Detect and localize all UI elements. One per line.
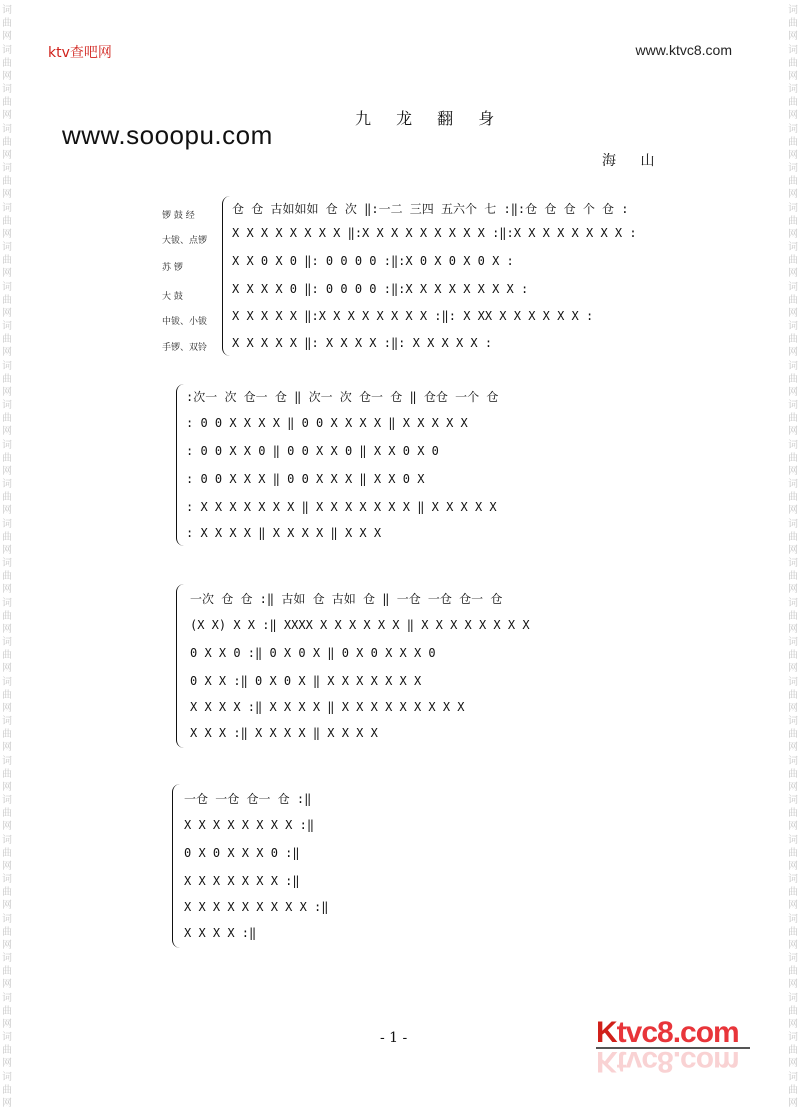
side-watermark-char: 曲: [788, 176, 798, 187]
score-row: X X X X :‖ X X X X ‖ X X X X X X X X X: [190, 700, 465, 714]
side-watermark-char: 网: [788, 979, 798, 990]
side-watermark-char: 曲: [788, 413, 798, 424]
side-watermark-char: 词: [788, 716, 798, 727]
side-watermark-char: 词: [2, 242, 12, 253]
side-watermark-group: [2, 439, 18, 479]
side-watermark-char: 网: [2, 307, 12, 319]
side-watermark-char: 曲: [788, 452, 798, 464]
side-watermark-group: [782, 320, 798, 360]
side-watermark-char: 曲: [2, 215, 12, 227]
side-watermark-group: [782, 202, 798, 242]
side-watermark-char: 网: [2, 979, 12, 990]
side-watermark-char: 网: [2, 781, 12, 793]
side-watermark-char: 网: [788, 702, 798, 714]
score-row: X X X X X X X X ‖:X X X X X X X X X :‖:X X X X X X X X :: [232, 226, 637, 240]
score-row: : 0 0 X X 0 ‖ 0 0 X X 0 ‖ X X 0 X 0: [186, 444, 439, 458]
side-watermark-char: 曲: [2, 373, 12, 385]
side-watermark-group: [2, 1071, 18, 1110]
side-watermark-char: 网: [788, 426, 798, 437]
side-watermark-group: [782, 952, 798, 992]
side-watermark-group: [782, 241, 798, 281]
side-watermark-group: [2, 123, 18, 163]
side-watermark-char: 词: [2, 400, 12, 411]
side-watermark-char: 词: [2, 834, 12, 846]
side-watermark-char: 词: [788, 44, 798, 56]
side-watermark-char: 曲: [2, 294, 12, 306]
side-watermark-char: 网: [2, 426, 12, 437]
side-watermark-char: 网: [2, 939, 12, 951]
side-watermark-char: 曲: [2, 452, 12, 464]
side-watermark-char: 网: [788, 228, 798, 240]
side-watermark-char: 曲: [2, 571, 12, 582]
side-watermark-char: 词: [788, 321, 798, 332]
side-watermark-char: 网: [2, 268, 12, 279]
side-watermark-char: 词: [2, 123, 12, 135]
side-watermark-group: [782, 715, 798, 755]
side-watermark-group: [2, 4, 18, 44]
side-watermark-char: 曲: [2, 334, 12, 345]
side-watermark-char: 曲: [788, 610, 798, 622]
side-watermark-char: 词: [788, 992, 798, 1004]
score-row: X X X X X ‖: X X X X :‖: X X X X X :: [232, 336, 493, 350]
side-watermark-char: 词: [2, 163, 12, 174]
side-watermark-group: [782, 83, 798, 123]
side-watermark-char: 曲: [788, 847, 798, 859]
score-system-1: [222, 196, 662, 356]
side-watermark-group: [2, 1031, 18, 1071]
side-watermark-char: 网: [788, 31, 798, 42]
side-watermark-char: 网: [2, 347, 12, 358]
side-watermark-group: [2, 241, 18, 281]
side-watermark-char: 曲: [788, 650, 798, 661]
score-row: X X X X X X X X :‖: [184, 818, 315, 832]
side-watermark-group: [2, 952, 18, 992]
side-watermark-char: 词: [788, 755, 798, 767]
side-watermark-char: 网: [788, 307, 798, 319]
side-watermark-char: 词: [788, 163, 798, 174]
side-watermark-group: [2, 715, 18, 755]
side-watermark-group: [2, 320, 18, 360]
side-watermark-char: 曲: [2, 768, 12, 780]
side-watermark-char: 网: [2, 149, 12, 161]
side-watermark-group: [782, 913, 798, 953]
side-watermark-char: 网: [788, 347, 798, 358]
score-system-2: [176, 384, 666, 546]
side-watermark-group: [2, 913, 18, 953]
side-watermark-char: 曲: [788, 492, 798, 503]
side-watermark-group: [2, 202, 18, 242]
side-watermark-char: 词: [788, 202, 798, 214]
side-watermark-char: 词: [788, 360, 798, 372]
side-watermark-char: 词: [2, 755, 12, 767]
side-watermark-char: 网: [2, 1097, 12, 1109]
side-watermark-char: 词: [2, 281, 12, 293]
side-watermark-char: 词: [788, 913, 798, 925]
side-watermark-char: 词: [788, 676, 798, 688]
side-watermark-char: 词: [788, 1071, 798, 1083]
side-watermark-group: [782, 439, 798, 479]
side-watermark-char: 词: [788, 242, 798, 253]
logo-reflection: Ktvc8.com: [596, 1045, 739, 1078]
side-watermark-char: 网: [788, 544, 798, 556]
side-watermark-char: 网: [788, 268, 798, 279]
side-watermark-char: 网: [788, 465, 798, 477]
side-watermark-char: 网: [2, 1018, 12, 1030]
side-watermark-char: 词: [2, 202, 12, 214]
side-watermark-char: 词: [2, 992, 12, 1004]
side-watermark-char: 词: [788, 795, 798, 806]
score-row: 一次 仓 仓 :‖ 古如 仓 古如 仓 ‖ 一仓 一仓 仓一 仓: [190, 592, 503, 606]
side-watermark-char: 网: [2, 860, 12, 872]
side-watermark-group: [782, 873, 798, 913]
side-watermark-group: [2, 597, 18, 637]
side-watermark-char: 曲: [788, 373, 798, 385]
score-row: X X X :‖ X X X X ‖ X X X X: [190, 726, 378, 740]
side-watermark-char: 曲: [788, 334, 798, 345]
side-watermark-group: [2, 557, 18, 597]
side-watermark-char: 曲: [2, 1045, 12, 1056]
side-watermark-char: 网: [2, 31, 12, 42]
side-watermark-char: 词: [2, 795, 12, 806]
logo-text: tvc8.com: [616, 1016, 739, 1049]
score-website: www.sooopu.com: [62, 120, 273, 150]
watermark-site-url: www.ktvc8.com: [635, 42, 732, 58]
score-row: 一仓 一仓 仓一 仓 :‖: [184, 792, 312, 806]
side-watermark-char: 词: [788, 281, 798, 293]
side-watermark-char: 曲: [788, 1084, 798, 1096]
side-watermark-char: 网: [788, 189, 798, 200]
side-watermark-char: 网: [2, 702, 12, 714]
side-watermark-char: 曲: [788, 1005, 798, 1017]
side-watermark-char: 网: [788, 584, 798, 595]
side-watermark-char: 词: [2, 84, 12, 95]
side-watermark-char: 曲: [2, 729, 12, 740]
score-row: 0 X X 0 :‖ 0 X 0 X ‖ 0 X 0 X X X 0: [190, 646, 436, 660]
side-watermark-group: [2, 162, 18, 202]
side-watermark-char: 网: [788, 781, 798, 793]
side-watermark-char: 曲: [2, 531, 12, 543]
side-watermark-group: [2, 83, 18, 123]
side-watermark-char: 曲: [2, 650, 12, 661]
side-watermark-group: [782, 123, 798, 163]
side-watermark-char: 曲: [788, 966, 798, 977]
side-watermark-char: 曲: [2, 176, 12, 187]
score-row: :次一 次 仓一 仓 ‖ 次一 次 仓一 仓 ‖ 仓仓 一个 仓: [186, 390, 499, 404]
side-watermark-char: 曲: [2, 926, 12, 938]
side-watermark-char: 曲: [788, 887, 798, 898]
instrument-label: 苏 锣: [162, 263, 183, 273]
instrument-label: 中钹、小钹: [162, 317, 208, 327]
side-watermark-char: 曲: [2, 18, 12, 29]
side-watermark-char: 网: [2, 623, 12, 635]
side-watermark-char: 曲: [2, 57, 12, 69]
side-watermark-char: 网: [2, 110, 12, 121]
side-watermark-char: 网: [788, 1018, 798, 1030]
side-watermark-char: 网: [788, 1058, 798, 1069]
side-watermark-char: 网: [2, 189, 12, 200]
side-watermark-group: [782, 597, 798, 637]
score-row: 仓 仓 古如如如 仓 次 ‖:一二 三四 五六个 七 :‖:仓 仓 仓 个 仓 :: [232, 202, 629, 216]
side-watermark-char: 网: [788, 149, 798, 161]
ktvc8-logo: [596, 1018, 739, 1048]
side-watermark-char: 曲: [788, 294, 798, 306]
side-watermark-char: 词: [788, 874, 798, 885]
side-watermark-group: [2, 360, 18, 400]
side-watermark-group: [2, 478, 18, 518]
side-watermark-group: [782, 1071, 798, 1110]
side-watermark-char: 曲: [788, 18, 798, 29]
side-watermark-char: 曲: [788, 808, 798, 819]
side-watermark-char: 网: [788, 663, 798, 674]
side-watermark-char: 网: [788, 742, 798, 753]
side-watermark-char: 曲: [2, 413, 12, 424]
score-title: 九 龙 翻 身: [355, 109, 505, 128]
side-watermark-group: [2, 992, 18, 1032]
side-watermark-group: [782, 518, 798, 558]
side-watermark-char: 网: [2, 505, 12, 516]
side-watermark-char: 曲: [788, 768, 798, 780]
side-watermark-group: [782, 557, 798, 597]
score-row: : 0 0 X X X ‖ 0 0 X X X ‖ X X 0 X: [186, 472, 425, 486]
system-brace: [222, 196, 231, 356]
score-row: 0 X 0 X X X 0 :‖: [184, 846, 300, 860]
side-watermark-group: [782, 755, 798, 795]
side-watermark-group: [2, 399, 18, 439]
side-watermark-char: 词: [788, 518, 798, 530]
side-watermark-char: 曲: [788, 689, 798, 701]
logo-k: K: [596, 1016, 617, 1049]
side-watermark-group: [2, 636, 18, 676]
side-watermark-char: 网: [788, 900, 798, 911]
side-watermark-group: [782, 676, 798, 716]
side-watermark-char: 曲: [2, 610, 12, 622]
side-watermark-char: 曲: [788, 97, 798, 108]
side-watermark-char: 网: [2, 70, 12, 82]
side-watermark-char: 词: [2, 321, 12, 332]
side-watermark-char: 曲: [788, 255, 798, 266]
side-watermark-char: 词: [788, 439, 798, 451]
side-watermark-right: [782, 0, 798, 1110]
side-watermark-char: 网: [2, 584, 12, 595]
side-watermark-char: 曲: [2, 1005, 12, 1017]
side-watermark-char: 词: [2, 637, 12, 648]
score-composer: 海 山: [602, 153, 665, 169]
side-watermark-char: 曲: [2, 97, 12, 108]
side-watermark-char: 曲: [2, 1084, 12, 1096]
side-watermark-char: 词: [788, 1032, 798, 1043]
side-watermark-char: 网: [2, 386, 12, 398]
side-watermark-char: 词: [788, 123, 798, 135]
side-watermark-char: 网: [788, 386, 798, 398]
side-watermark-group: [782, 162, 798, 202]
side-watermark-group: [782, 636, 798, 676]
side-watermark-group: [782, 44, 798, 84]
side-watermark-char: 曲: [788, 215, 798, 227]
side-watermark-char: 词: [2, 716, 12, 727]
instrument-label: 手锣、双铃: [162, 343, 208, 353]
page-number: - 1 -: [380, 1030, 408, 1046]
side-watermark-char: 词: [2, 1032, 12, 1043]
side-watermark-char: 网: [2, 544, 12, 556]
side-watermark-char: 网: [788, 821, 798, 832]
side-watermark-group: [782, 399, 798, 439]
side-watermark-group: [2, 794, 18, 834]
system-brace: [176, 384, 185, 546]
side-watermark-char: 曲: [2, 887, 12, 898]
side-watermark-char: 词: [2, 874, 12, 885]
score-row: (X X) X X :‖ XXXX X X X X X X ‖ X X X X X X X X: [190, 618, 530, 632]
side-watermark-char: 曲: [788, 57, 798, 69]
side-watermark-char: 词: [788, 479, 798, 490]
side-watermark-char: 曲: [2, 136, 12, 148]
side-watermark-char: 词: [2, 558, 12, 569]
side-watermark-group: [2, 281, 18, 321]
side-watermark-char: 词: [2, 913, 12, 925]
score-row: : X X X X ‖ X X X X ‖ X X X: [186, 526, 382, 540]
side-watermark-char: 词: [2, 676, 12, 688]
score-row: : 0 0 X X X X ‖ 0 0 X X X X ‖ X X X X X: [186, 416, 468, 430]
side-watermark-char: 曲: [788, 571, 798, 582]
side-watermark-char: 曲: [2, 492, 12, 503]
side-watermark-char: 曲: [788, 136, 798, 148]
side-watermark-char: 网: [2, 900, 12, 911]
side-watermark-char: 词: [2, 518, 12, 530]
score-row: X X 0 X 0 ‖: 0 0 0 0 :‖:X 0 X 0 X 0 X :: [232, 254, 514, 268]
side-watermark-char: 词: [788, 834, 798, 846]
side-watermark-group: [782, 794, 798, 834]
side-watermark-char: 曲: [2, 966, 12, 977]
side-watermark-group: [782, 281, 798, 321]
score-system-4: [172, 784, 392, 948]
side-watermark-group: [2, 676, 18, 716]
side-watermark-char: 曲: [788, 531, 798, 543]
side-watermark-group: [782, 360, 798, 400]
side-watermark-char: 网: [788, 939, 798, 951]
side-watermark-char: 词: [2, 953, 12, 964]
side-watermark-char: 网: [2, 742, 12, 753]
side-watermark-char: 词: [788, 5, 798, 16]
score-row: X X X X X ‖:X X X X X X X X :‖: X XX X X X X X X :: [232, 309, 594, 323]
side-watermark-char: 词: [788, 637, 798, 648]
side-watermark-char: 词: [788, 597, 798, 609]
side-watermark-char: 曲: [788, 926, 798, 938]
score-row: : X X X X X X X ‖ X X X X X X X ‖ X X X X X: [186, 500, 497, 514]
side-watermark-char: 曲: [788, 729, 798, 740]
side-watermark-char: 词: [788, 953, 798, 964]
side-watermark-char: 词: [788, 400, 798, 411]
score-system-3: [176, 584, 676, 748]
side-watermark-group: [2, 44, 18, 84]
side-watermark-char: 词: [788, 558, 798, 569]
side-watermark-char: 曲: [2, 689, 12, 701]
side-watermark-char: 词: [2, 479, 12, 490]
side-watermark-char: 网: [788, 860, 798, 872]
side-watermark-char: 网: [788, 623, 798, 635]
side-watermark-group: [2, 834, 18, 874]
side-watermark-char: 网: [2, 1058, 12, 1069]
side-watermark-char: 网: [2, 465, 12, 477]
side-watermark-group: [782, 834, 798, 874]
side-watermark-char: 词: [2, 597, 12, 609]
watermark-site-name: ktv查吧网: [48, 45, 112, 61]
side-watermark-group: [2, 518, 18, 558]
side-watermark-char: 网: [2, 821, 12, 832]
side-watermark-char: 曲: [788, 1045, 798, 1056]
score-row: X X X X X X X :‖: [184, 874, 300, 888]
side-watermark-group: [782, 4, 798, 44]
side-watermark-char: 网: [788, 70, 798, 82]
score-row: X X X X :‖: [184, 926, 257, 940]
instrument-label: 大钹、点锣: [162, 236, 208, 246]
score-row: 0 X X :‖ 0 X 0 X ‖ X X X X X X X: [190, 674, 422, 688]
side-watermark-char: 网: [788, 505, 798, 516]
side-watermark-char: 曲: [2, 255, 12, 266]
side-watermark-char: 词: [2, 1071, 12, 1083]
side-watermark-char: 曲: [2, 847, 12, 859]
side-watermark-char: 曲: [2, 808, 12, 819]
side-watermark-char: 网: [788, 110, 798, 121]
system-brace: [176, 584, 185, 748]
side-watermark-group: [2, 755, 18, 795]
side-watermark-char: 网: [2, 228, 12, 240]
system-brace: [172, 784, 181, 948]
side-watermark-group: [782, 1031, 798, 1071]
side-watermark-group: [782, 992, 798, 1032]
side-watermark-char: 词: [2, 360, 12, 372]
side-watermark-group: [782, 478, 798, 518]
instrument-label: 大 鼓: [162, 292, 183, 302]
score-row: X X X X 0 ‖: 0 0 0 0 :‖:X X X X X X X X :: [232, 282, 529, 296]
score-row: X X X X X X X X X :‖: [184, 900, 329, 914]
side-watermark-char: 网: [2, 663, 12, 674]
side-watermark-char: 词: [788, 84, 798, 95]
side-watermark-char: 词: [2, 439, 12, 451]
side-watermark-group: [2, 873, 18, 913]
side-watermark-char: 网: [788, 1097, 798, 1109]
side-watermark-char: 词: [2, 44, 12, 56]
side-watermark-char: 词: [2, 5, 12, 16]
side-watermark-left: [2, 0, 18, 1110]
instrument-label: 锣 鼓 经: [162, 211, 195, 221]
